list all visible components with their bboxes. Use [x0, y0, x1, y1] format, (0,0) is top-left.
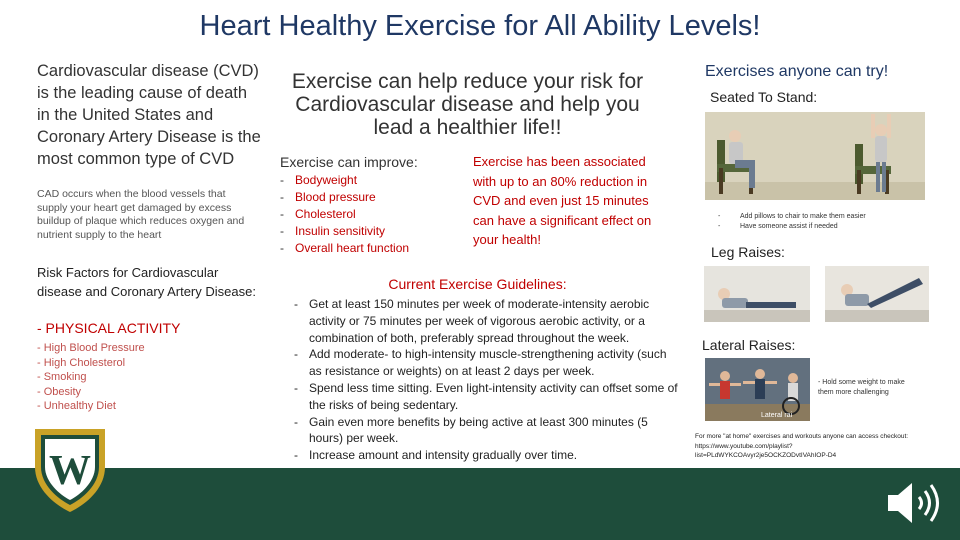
improve-list — [280, 172, 465, 257]
improve-item: - Bodyweight — [280, 172, 465, 189]
risk-factor-primary: - PHYSICAL ACTIVITY — [37, 320, 181, 336]
risk-factor-item: - Unhealthy Diet — [37, 400, 116, 412]
improve-item: - Insulin sensitivity — [280, 223, 465, 240]
more-exercises-link[interactable]: For more "at home" exercises and workouts anyone can access checkout: https://www.youtube.com/playlist?list=PLdWYKCOAvyr2je5OCKZODvtIVAhIOP-D4 — [695, 433, 909, 459]
seated-to-stand-photo — [705, 112, 925, 200]
speaker-icon[interactable] — [886, 478, 944, 528]
guidelines-list — [292, 296, 678, 464]
cvd-intro-text: Cardiovascular disease (CVD) is the leading cause of death in the United States and Coronary Artery Disease is the most common type of CVD — [37, 62, 261, 168]
improve-item: - Overall heart function — [280, 240, 465, 257]
risk-factor-item: - Obesity — [37, 385, 82, 398]
guideline-item: - Get at least 150 minutes per week of moderate-intensity aerobic activity or 75 minutes per week of vigorous aerobic activity, or a combination of both, preferably spread throughout the week. — [292, 296, 678, 346]
leg-raises-heading: Leg Raises: — [711, 244, 785, 260]
cad-description: CAD occurs when the blood vessels that supply your heart get damaged by excess buildup of plaque which reduces oxygen and nutrient supply to the heart — [37, 188, 245, 241]
risk-factor-item: - Smoking — [37, 371, 87, 383]
seated-notes — [718, 212, 908, 232]
improve-heading: Exercise can improve: — [280, 154, 418, 170]
guideline-item: - Gain even more benefits by being active at least 300 minutes (5 hours) per week. — [292, 414, 678, 448]
guideline-item: - Add moderate- to high-intensity muscle-strengthening activity (such as resistance or weights) on at least 2 days per week. — [292, 346, 678, 380]
page-title: Heart Healthy Exercise for All Ability Levels! — [199, 10, 761, 42]
risk-factors-heading: Risk Factors for Cardiovascular disease and Coronary Artery Disease: — [37, 265, 256, 299]
university-shield-logo — [33, 427, 107, 514]
leg-raise-photo — [704, 266, 810, 322]
improve-item: - Blood pressure — [280, 189, 465, 206]
exercises-heading: Exercises anyone can try! — [705, 63, 889, 80]
footer-band — [0, 468, 960, 540]
seated-note: - Add pillows to chair to make them easier — [718, 212, 908, 222]
lateral-raises-heading: Lateral Raises: — [702, 337, 796, 353]
cvd-reduction-text: Exercise has been associated with up to an 80% reduction in CVD and even just 15 minutes can have a significant effect on your health! — [473, 154, 652, 247]
lateral-photo-caption: Lateral rai — [761, 412, 793, 419]
logo-letter: W — [49, 448, 91, 494]
seated-note: - Have someone assist if needed — [718, 222, 908, 232]
leg-raise-photo — [825, 266, 929, 322]
guideline-item: - Spend less time sitting. Even light-intensity activity can offset some of the risks of being sedentary. — [292, 380, 678, 414]
guidelines-heading: Current Exercise Guidelines: — [388, 276, 567, 292]
guideline-item: - Increase amount and intensity gradually over time. — [292, 447, 678, 464]
improve-item: - Cholesterol — [280, 206, 465, 223]
lateral-raise-note: - Hold some weight to make them more challenging — [818, 379, 905, 396]
risk-factor-item: - High Blood Pressure — [37, 342, 145, 354]
lateral-raise-photo — [705, 358, 810, 421]
risk-factor-list — [37, 341, 237, 414]
seated-to-stand-heading: Seated To Stand: — [710, 89, 818, 105]
exercise-benefit-heading: Exercise can help reduce your risk for Cardiovascular disease and help you lead a healthier life!! — [291, 70, 644, 139]
risk-factor-item: - High Cholesterol — [37, 356, 126, 369]
